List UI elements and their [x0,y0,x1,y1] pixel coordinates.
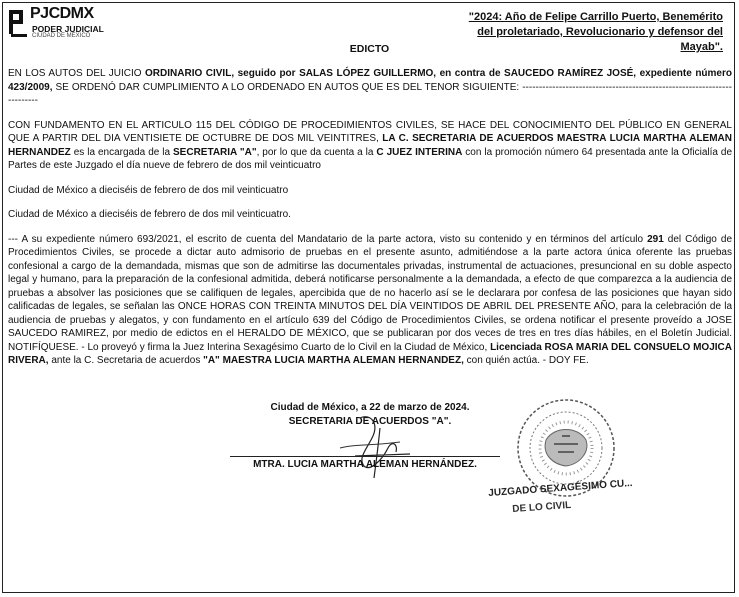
text-run: del Código de Procedimientos Civiles, se procede a dictar auto admisorio de pruebas en el presente asunto, admitiéndose a la parte actora única oferente las pruebas confesional a cargo de la demandada, mismas que son de admitirse las documentales privadas, instrumental de actuaciones, presuncional en su doble aspecto legal y humano, para la preparación de la confesional admitida, deberá notificarse personalmente a la demandada, a efecto de que comparezca a la audiencia de pruebas a absolver las posiciones que se califiquen de legales, apercibida que de no hacerlo así se le declarara por confesa de las posiciones que hayan sido calificadas de legales, se señalan las ONCE HORAS CON TREINTA MINUTOS DEL DÍA VEINTIDOS DE ABRIL DEL PRESENTE AÑO, para la celebración de la audiencia de pruebas y alegatos, y con fundamento en el artículo 639 del Código de Procedimientos Civiles, se ordena notificar el presente proveído a JOSE SAUCEDO RAMIREZ, por medio de edictos en el HERALDO DE MÉXICO, que se publicaran por dos veces de tres en tres días hábiles, en el Boletín Judicial. NOTIFÍQUESE. - Lo proveyó y firma la Juez Interina Sexagésimo Cuarto de lo Civil en la Ciudad de México, [8,233,733,353]
logo-city: CIUDAD DE MÉXICO [32,33,91,39]
city-date-line: Ciudad de México a dieciséis de febrero de dos mil veinticuatro [8,184,289,196]
judge-label: C JUEZ INTERINA [376,146,463,158]
city-date-line: Ciudad de México a dieciséis de febrero de dos mil veinticuatro. [8,209,291,220]
case-parties: ORDINARIO CIVIL, seguido por SALAS LÓPEZ GUILLERMO, en contra de SAUCEDO RAMÍREZ JOSÉ, expediente número 423/2009, [8,68,732,93]
logo-subtitle: PODER JUDICIAL [32,24,104,34]
text-run: ante la C. Secretaria de acuerdos [48,355,204,366]
logo-title: PJCDMX [30,5,94,22]
paragraph-order [8,233,732,368]
paragraph-foundation [8,119,732,173]
document-body [8,67,732,368]
paragraph-case [8,67,732,108]
text-run: es la encargada de la [70,146,174,158]
judge-name: Licenciada ROSA MARIA DEL CONSUELO MOJICA RIVERA, [8,341,732,366]
text-run: SE ORDENÓ DAR CUMPLIMIENTO A LO ORDENADO EN AUTOS QUE ES DEL TENOR SIGUIENTE: ------------------------------------------------------------------------ [8,81,732,106]
judicial-emblem-icon [8,7,30,38]
seal-text: DE LO CIVIL [512,499,572,515]
signature-date: Ciudad de México, a 22 de marzo de 2024. [270,402,470,413]
year-banner: "2024: Año de Felipe Carrillo Puerto, Benemérito del proletariado, Revolucionario y defensor del Mayab". [468,11,723,53]
text-run: con la promoción número 64 presentada ante la Oficialía de Partes de este Juzgado el día nueve de febrero de dos mil veinticuatro [8,146,733,171]
seal-text: JUZGADO SEXAGÉSIMO CU... [488,477,633,499]
signature-line [230,456,500,457]
court-seal-icon [488,396,628,516]
pjcdmx-logo [8,7,108,41]
handwritten-signature [300,408,430,483]
secretaria-label: SECRETARIA "A" [173,146,257,158]
signer-name: MTRA. LUCIA MARTHA ALEMAN HERNÁNDEZ. [253,459,477,470]
text-run: , por lo que da cuenta a la [256,146,377,158]
secretary-name: LA C. SECRETARIA DE ACUERDOS MAESTRA LUCIA MARTHA ALEMAN HERNANDEZ [8,133,733,158]
text-run: CON FUNDAMENTO EN EL ARTICULO 115 DEL CÓDIGO DE PROCEDIMIENTOS CIVILES, SE HACE DEL CONOCIMIENTO DEL PÚBLICO EN GENERAL QUE A PARTIR DEL DIA VENTISIETE DE OCTUBRE DE DOS MIL VEINTITRES, [8,119,732,144]
signature-role: SECRETARIA DE ACUERDOS "A". [288,416,452,427]
text-run: EN LOS AUTOS DEL JUICIO [8,68,146,79]
article-number: 291 [647,233,664,245]
secretary-name: "A" MAESTRA LUCIA MARTHA ALEMAN HERNANDEZ, [203,355,464,366]
text-run: --- A su expediente número 693/2021, el escrito de cuenta del Mandatario de la parte actora, visto su contenido y en términos del artículo [8,233,648,245]
text-run: con quién actúa. - DOY FE. [463,355,589,366]
document-title: EDICTO [349,43,390,55]
